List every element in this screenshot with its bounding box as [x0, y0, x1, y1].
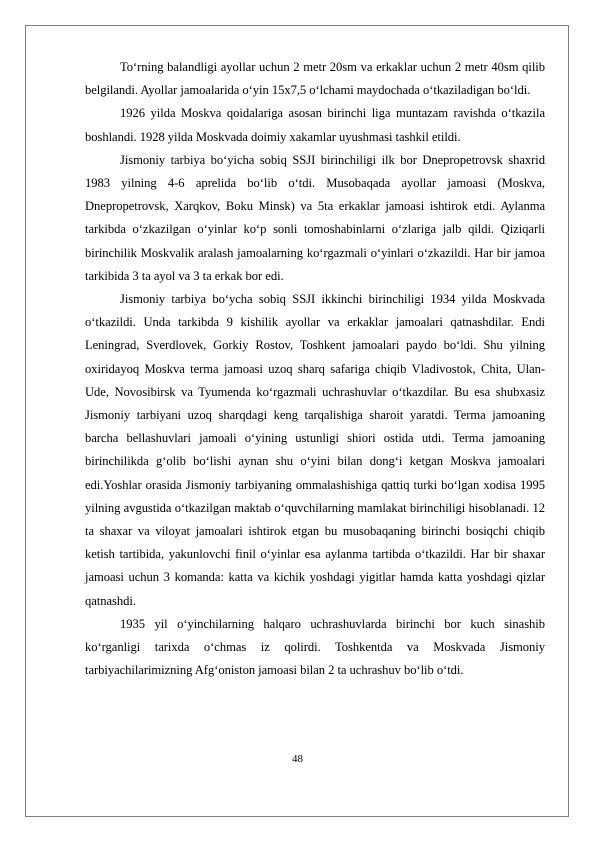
- paragraph-first-championship: Jismoniy tarbiya bo‘yicha sobiq SSJI birinchiligi ilk bor Dnepropetrovsk shaxrid 1983 yilning 4-6 aprelida bo‘lib o‘tdi. Musobaqada ayollar jamoasi (Moskva, Dnepropetrovsk, Xarqkov, Boku Minsk) va 5ta erkaklar jamoasi ishtirok etdi. Aylanma tarkibda o‘zkazilgan o‘yinlar ko‘p sonli tomoshabinlarni o‘zlariga jalb qildi. Qiziqarli birinchilik Moskvalik aralash jamoalarning ko‘rgazmali o‘yinlari o‘zkazildi. Har bir jamoa tarkibida 3 ta ayol va 3 ta erkak bor edi.: [85, 152, 545, 283]
- paragraph-net-height: To‘rning balandligi ayollar uchun 2 metr 20sm va erkaklar uchun 2 metr 40sm qilib belgilandi. Ayollar jamoalarida o‘yin 15x7,5 o‘lchami maydochada o‘tkaziladigan bo‘ldi.: [85, 60, 545, 98]
- document-body: [85, 56, 545, 682]
- page-number: 48: [292, 753, 303, 765]
- paragraph-first-league: 1926 yilda Moskva qoidalariga asosan birinchi liga muntazam ravishda o‘tkazila boshlandi. 1928 yilda Moskvada doimiy xakamlar uyushmasi tashkil etildi.: [85, 106, 545, 144]
- paragraph-international-matches: 1935 yil o‘yinchilarning halqaro uchrashuvlarda birinchi bor kuch sinashib ko‘rganligi tarixda o‘chmas iz qolirdi. Toshkentda va Moskvada Jismoniy tarbiyachilarimizning Afg‘oniston jamoasi bilan 2 ta uchrashuv bo‘lib o‘tdi.: [85, 616, 545, 678]
- paragraph-second-championship: Jismoniy tarbiya bo‘ycha sobiq SSJI ikkinchi birinchiligi 1934 yilda Moskvada o‘tkazildi. Unda tarkibda 9 kishilik ayollar va erkaklar jamoalari qatnashdilar. Endi Leningrad, Sverdlovek, Gorkiy Rostov, Toshkent jamoalari paydo bo‘ldi. Shu yilning oxiridayoq Moskva terma jamoasi uzoq sharq safariga chiqib Vladivostok, Chita, Ulan-Ude, Novosibirsk va Tyumenda ko‘rgazmali uchrashuvlar o‘tkazdilar. Bu esa shubxasiz Jismoniy tarbiyani uzoq sharqdagi keng tarqalishiga sharoit yaratdi. Terma jamoaning barcha bellashuvlari jamoali o‘yining ustunligi shiori ostida utdi. Terma jamoaning birinchilikda g‘olib bo‘lishi aynan shu o‘yini bilan dong‘i ketgan Moskva jamoalari edi.Yoshlar orasida Jismoniy tarbiyaning ommalashishiga qattiq turki bo‘lgan xodisa 1995 yilning avgustida o‘tkazilgan maktab o‘quvchilarning mamlakat birinchiligi hisoblanadi. 12 ta shaxar va viloyat jamoalari ishtirok etgan bu musobaqaning birinchi bosiqchi chiqib ketish tartibida, yakunlovchi finil o‘yinlar esa aylanma tartibda o‘tkazildi. Har bir shaxar jamoasi uchun 3 komanda: katta va kichik yoshdagi yigitlar hamda katta yoshdagi qizlar qatnashdi.: [85, 292, 545, 608]
